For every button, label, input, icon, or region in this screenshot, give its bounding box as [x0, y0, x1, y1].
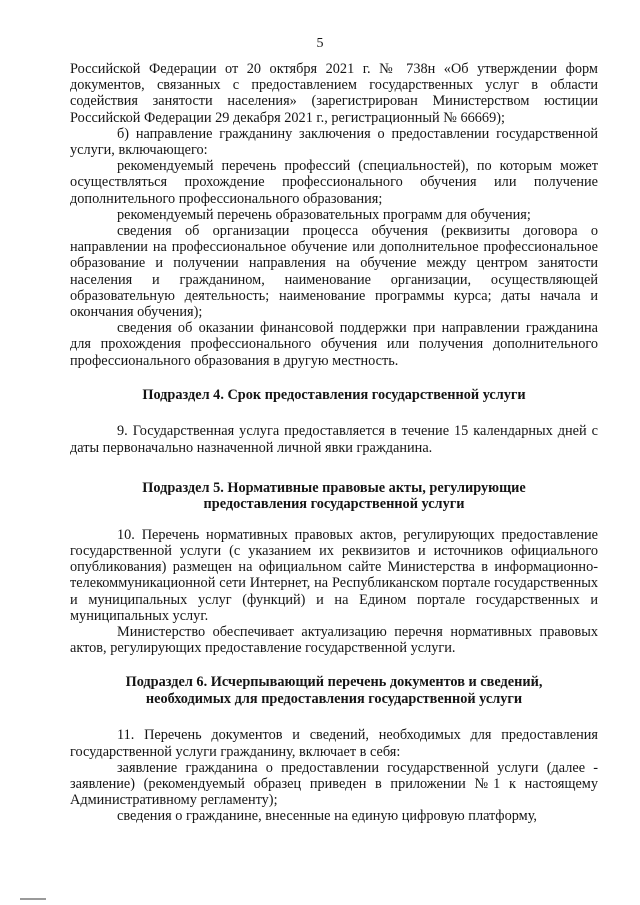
paragraph: сведения об организации процесса обучения (реквизиты договора о направлении на профессиональное обучение или дополнительное профессиональное образование и получении направления на обучение между центром занятости населения и гражданином, наименование организации, осуществляющей образовательную деятельность; наименование программы курса; даты начала и окончания обучения); — [70, 223, 598, 321]
heading-line: необходимых для предоставления государственной услуги — [145, 690, 523, 707]
paragraph: 9. Государственная услуга предоставляется в течение 15 календарных дней с даты первоначально назначенной личной явки гражданина. — [70, 423, 598, 456]
section-heading-5 — [70, 480, 598, 513]
page-number: 5 — [316, 36, 324, 51]
section-heading-6 — [70, 674, 598, 707]
scan-artifact — [20, 898, 46, 900]
section-heading-4: Подраздел 4. Срок предоставления государственной услуги — [142, 386, 526, 403]
paragraph: сведения об оказании финансовой поддержки при направлении гражданина для прохождения профессионального обучения или получения дополнительного профессионального образования в другую местность. — [70, 320, 598, 369]
heading-line: Подраздел 6. Исчерпывающий перечень документов и сведений, — [125, 674, 543, 691]
paragraph: Министерство обеспечивает актуализацию перечня нормативных правовых актов, регулирующих предоставление государственной услуги. — [70, 623, 598, 657]
paragraph: заявление гражданина о предоставлении государственной услуги (далее - заявление) (рекомендуемый образец приведен в приложении №1 к настоящему Административному регламенту); — [70, 759, 598, 809]
paragraph: 11. Перечень документов и сведений, необходимых для предоставления государственной услуги гражданину, включает в себя: — [70, 727, 598, 760]
paragraph: Российской Федерации от 20 октября 2021 г. № 738н «Об утверждении форм документов, связанных с предоставлением государственных услуг в области содействия занятости населения» (зарегистрирован Министерством юстиции Российской Федерации 29 декабря 2021 г., регистрационный № 66669); — [70, 61, 598, 126]
paragraph: сведения о гражданине, внесенные на единую цифровую платформу, — [117, 808, 537, 825]
paragraph: 10. Перечень нормативных правовых актов, регулирующих предоставление государственной услуги (с указанием их реквизитов и источников официального опубликования) размещен на официальном сайте Министерства в информационно-телекоммуникационной сети Интернет, на Республиканском портале государственных и муниципальных услуг (функций) и на Едином портале государственных и муниципальных услуг. — [70, 526, 598, 624]
paragraph: б) направление гражданину заключения о предоставлении государственной услуги, включающего: — [70, 125, 598, 159]
paragraph: рекомендуемый перечень профессий (специальностей), по которым может осуществляться прохождение профессионального обучения или получение дополнительного профессионального образования; — [70, 158, 598, 207]
paragraph: рекомендуемый перечень образовательных программ для обучения; — [117, 206, 531, 223]
document-body — [70, 61, 598, 825]
heading-line: Подраздел 5. Нормативные правовые акты, регулирующие — [142, 479, 526, 496]
heading-line: предоставления государственной услуги — [203, 496, 465, 513]
